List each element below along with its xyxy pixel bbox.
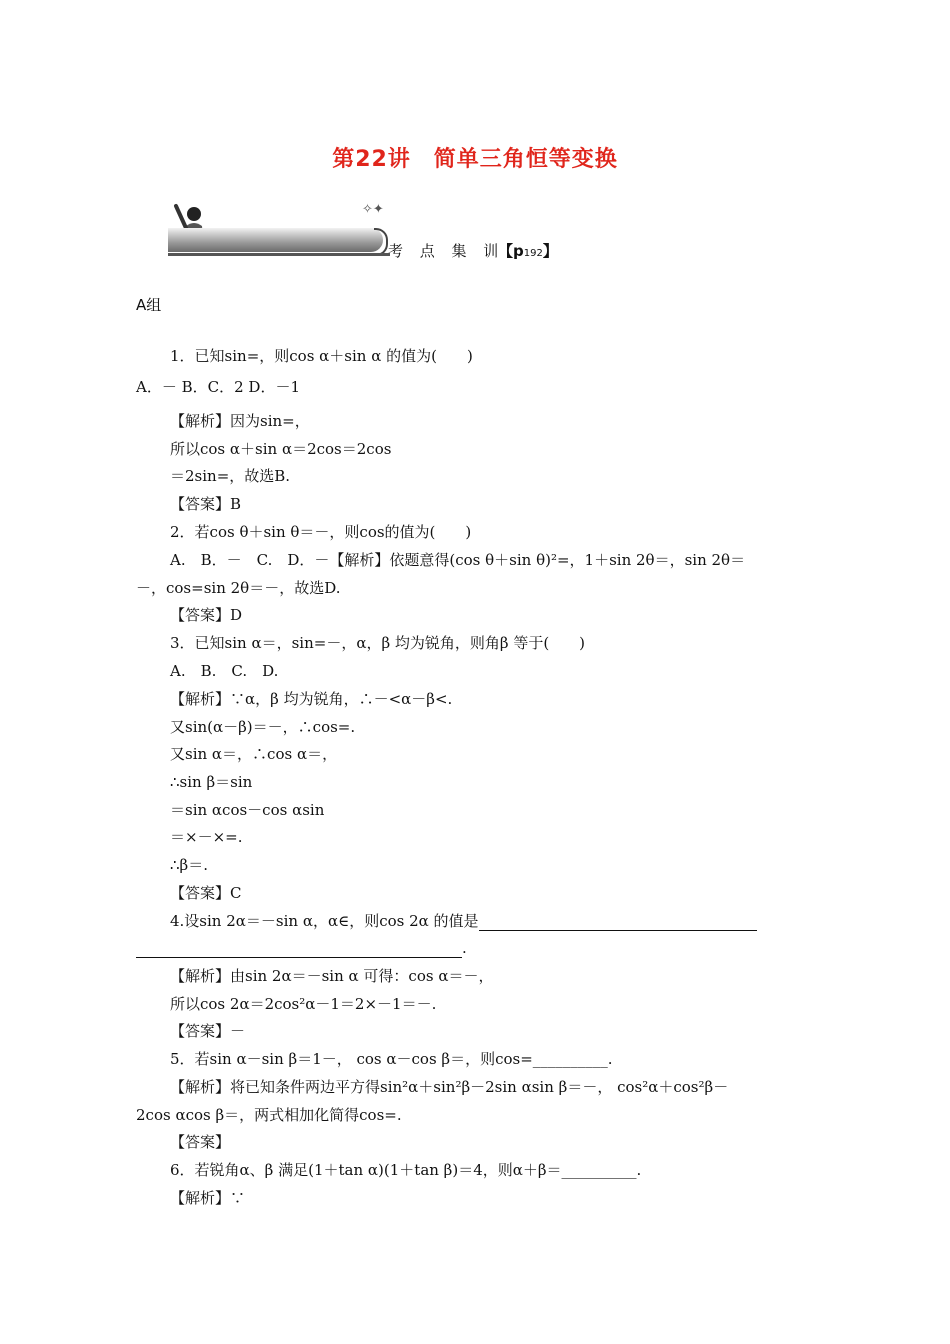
text-line: A．－ B．C．2 D．－1 <box>136 378 300 396</box>
text-line: 4.设sin 2α＝－sin α，α∈，则cos 2α 的值是 <box>170 912 479 930</box>
page-ref-open: 【p <box>498 242 524 260</box>
text-line: 【解析】将已知条件两边平方得sin²α＋sin²β－2sin αsin β＝－， cos²α＋cos²β－ <box>170 1078 729 1096</box>
question-4-line-2 <box>136 938 467 958</box>
question-4-line <box>170 911 757 931</box>
page-ref-close: 】 <box>542 242 558 260</box>
text-line: 【答案】D <box>170 606 243 624</box>
text-line: A. B．－ C. D．－【解析】依题意得(cos θ＋sin θ)²=，1＋sin 2θ＝，sin 2θ＝ <box>170 551 746 569</box>
text-line: 【解析】由sin 2α＝－sin α 可得：cos α＝－， <box>170 967 494 985</box>
text-line: 【解析】∵ <box>170 1189 246 1207</box>
text-line: 2cos αcos β＝，两式相加化简得cos=. <box>136 1106 402 1124</box>
text-line: ∴β＝. <box>170 856 208 874</box>
text-line: A. B. C. D. <box>170 662 279 680</box>
banner-bar <box>168 228 383 252</box>
text-line: 所以cos α＋sin α＝2cos＝2cos <box>170 440 392 458</box>
text-line: 【解析】∵α，β 均为锐角，∴－<α－β<. <box>170 690 453 708</box>
text-line: 3．已知sin α＝，sin=－，α，β 均为锐角，则角β 等于( ) <box>170 634 586 652</box>
text-line: ＝sin αcos－cos αsin <box>170 801 325 819</box>
answer-blank <box>479 914 757 931</box>
section-banner <box>168 200 588 266</box>
text-line: 【答案】－ <box>170 1022 246 1040</box>
text-line: 【答案】C <box>170 884 242 902</box>
text-line: 所以cos 2α＝2cos²α－1＝2×－1＝－. <box>170 995 437 1013</box>
text-line: 1．已知sin=，则cos α＋sin α 的值为( ) <box>170 347 473 365</box>
text-line: 6．若锐角α、β 满足(1＋tan α)(1＋tan β)＝4，则α＋β＝__________. <box>170 1161 642 1179</box>
text-line: 又sin α＝，∴cos α＝， <box>170 745 338 763</box>
text-line: ∴sin β＝sin <box>170 773 253 791</box>
text-line: －，cos=sin 2θ＝－，故选D. <box>136 579 341 597</box>
banner-label: 考 点 集 训 <box>388 242 505 260</box>
text-line: 【答案】 <box>170 1133 231 1151</box>
sparkle-icon: ✧✦ <box>362 202 384 217</box>
group-heading: A组 <box>136 296 162 314</box>
page-title: 第22讲 简单三角恒等变换 <box>332 147 618 172</box>
page-reference <box>498 240 558 261</box>
text-line: 2．若cos θ＋sin θ＝－，则cos的值为( ) <box>170 523 472 541</box>
text-line: 【解析】因为sin=， <box>170 412 310 430</box>
text-line: . <box>462 939 467 957</box>
text-line: 【答案】B <box>170 495 242 513</box>
answer-blank <box>136 941 462 958</box>
banner-bar-edge <box>374 228 388 256</box>
banner-baseline <box>168 253 390 256</box>
text-line: 5．若sin α－sin β＝1－， cos α－cos β＝，则cos=__________. <box>170 1050 613 1068</box>
page-ref-number: 192 <box>523 248 543 259</box>
text-line: ＝×－×=. <box>170 828 243 846</box>
text-line: 又sin(α－β)＝－，∴cos=. <box>170 718 356 736</box>
text-line: ＝2sin=，故选B. <box>170 467 291 485</box>
